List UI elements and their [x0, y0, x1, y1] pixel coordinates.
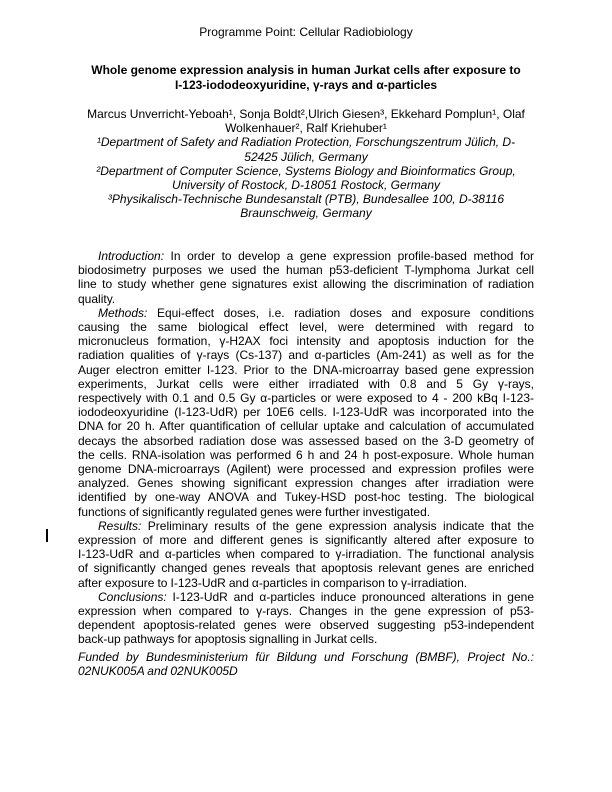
text-line: I-123-UdR and α-particles when compared to γ-irradiation. The functional analysis — [78, 547, 534, 562]
paragraph-lead: Methods: — [98, 305, 148, 320]
text-line: iododeoxyuridine (I-123-UdR) per 10E6 cells. I-123-UdR was incorporated into the — [78, 405, 534, 420]
text-line: expression of more and different genes is significantly altered after exposure to — [78, 533, 534, 548]
paragraph-lead: Results: — [98, 518, 142, 533]
text-line: radiation qualities of γ-rays (Cs-137) and α-particles (Am-241) as well as for the — [78, 348, 534, 363]
authors-affiliations-block — [0, 107, 612, 221]
text-line: genome DNA-microarrays (Agilent) were processed and expression profiles were — [78, 462, 534, 477]
text-line: analyzed. Genes showing significant expression changes after irradiation were — [78, 476, 534, 491]
paragraph — [78, 519, 534, 590]
text-line: biodosimetry purposes we used the human p53-deficient T-lymphoma Jurkat cell — [78, 263, 534, 278]
text-line: I-123-iododeoxyuridine, γ-rays and α-particles — [174, 78, 438, 92]
affiliation-list — [0, 135, 612, 220]
text-line: ²Department of Computer Science, Systems Biology and Bioinformatics Group, — [96, 163, 516, 178]
text-line: 02NUK005A and 02NUK005D — [78, 664, 238, 679]
text-line: Wolkenhauer², Ralf Kriehuber¹ — [225, 121, 387, 136]
text-line: Braunschweig, Germany — [240, 206, 372, 221]
author-list — [0, 107, 612, 135]
paragraph-lead: Introduction: — [98, 249, 165, 263]
text-line: experiments, Jurkat cells were either irradiated with 0.8 and 5 Gy γ-rays, — [78, 376, 534, 391]
text-line: 52425 Jülich, Germany — [244, 149, 368, 164]
revision-change-bar — [46, 529, 48, 542]
text-line: ¹Department of Safety and Radiation Protection, Forschungszentrum Jülich, D- — [96, 135, 516, 150]
text-line: respectively with 0.1 and 0.5 Gy α-particles or were exposed to 4 - 200 kBq I-123- — [78, 391, 534, 406]
text-line: decays the absorbed radiation dose was assessed based on the 3-D geometry of — [78, 433, 534, 448]
text-line: identified by one-way ANOVA and Tukey-HSD post-hoc testing. The biological — [78, 490, 534, 505]
text-line: causing the same biological effect level, were determined with regard to — [78, 320, 534, 335]
funding-statement — [78, 650, 534, 678]
text-line: dependent apoptosis-related genes were observed suggesting p53-independent — [78, 618, 534, 633]
paragraph — [78, 306, 534, 519]
text-line: micronucleus formation, γ-H2AX foci intensity and apoptosis induction for the — [78, 334, 534, 349]
text-line: Conclusions: I-123-UdR and α-particles induce pronounced alterations in gene — [98, 589, 534, 604]
text-line: the cells. RNA-isolation was performed 6 h and 24 h post-exposure. Whole human — [78, 447, 534, 462]
abstract-body — [78, 249, 534, 647]
text-line: line to study whether gene signatures exist allowing the discrimination of radiation — [78, 277, 534, 292]
text-line: Funded by Bundesministerium für Bildung und Forschung (BMBF), Project No.: — [78, 650, 534, 664]
text-line: functions of significantly regulated genes were further investigated. — [78, 504, 431, 519]
text-line: Marcus Unverricht-Yeboah¹, Sonja Boldt²,Ulrich Giesen³, Ekkehard Pomplun¹, Olaf — [87, 107, 525, 121]
paragraph — [78, 590, 534, 647]
programme-point-header: Programme Point: Cellular Radiobiology — [199, 25, 413, 39]
text-line: DNA for 20 h. After quantification of cellular uptake and calculation of accumulated — [78, 419, 534, 434]
paper-title — [0, 63, 612, 93]
text-line: back-up pathways for apoptosis signalling in Jurkat cells. — [78, 632, 378, 647]
paragraph — [78, 249, 534, 306]
text-line: University of Rostock, D-18051 Rostock, Germany — [171, 178, 441, 193]
text-line: after exposure to I-123-UdR and α-particles in comparison to γ-irradiation. — [78, 575, 468, 590]
text-line: Whole genome expression analysis in human Jurkat cells after exposure to — [91, 63, 521, 77]
text-line: quality. — [78, 291, 116, 306]
text-line: of significantly changed genes reveals that apoptosis relevant genes are enriched — [78, 561, 534, 576]
text-line: expression when compared to γ-rays. Changes in the gene expression of p53- — [78, 604, 534, 619]
text-line: Methods: Equi-effect doses, i.e. radiation doses and exposure conditions — [98, 305, 534, 320]
text-line: Results: Preliminary results of the gene expression analysis indicate that the — [98, 518, 534, 533]
text-line: Auger electron emitter I-123. Prior to the DNA-microarray based gene expression — [78, 362, 534, 377]
text-line: Introduction: In order to develop a gene expression profile-based method for — [98, 249, 534, 263]
paragraph-lead: Conclusions: — [98, 589, 167, 604]
text-line: ³Physikalisch-Technische Bundesanstalt (PTB), Bundesallee 100, D-38116 — [107, 192, 505, 207]
